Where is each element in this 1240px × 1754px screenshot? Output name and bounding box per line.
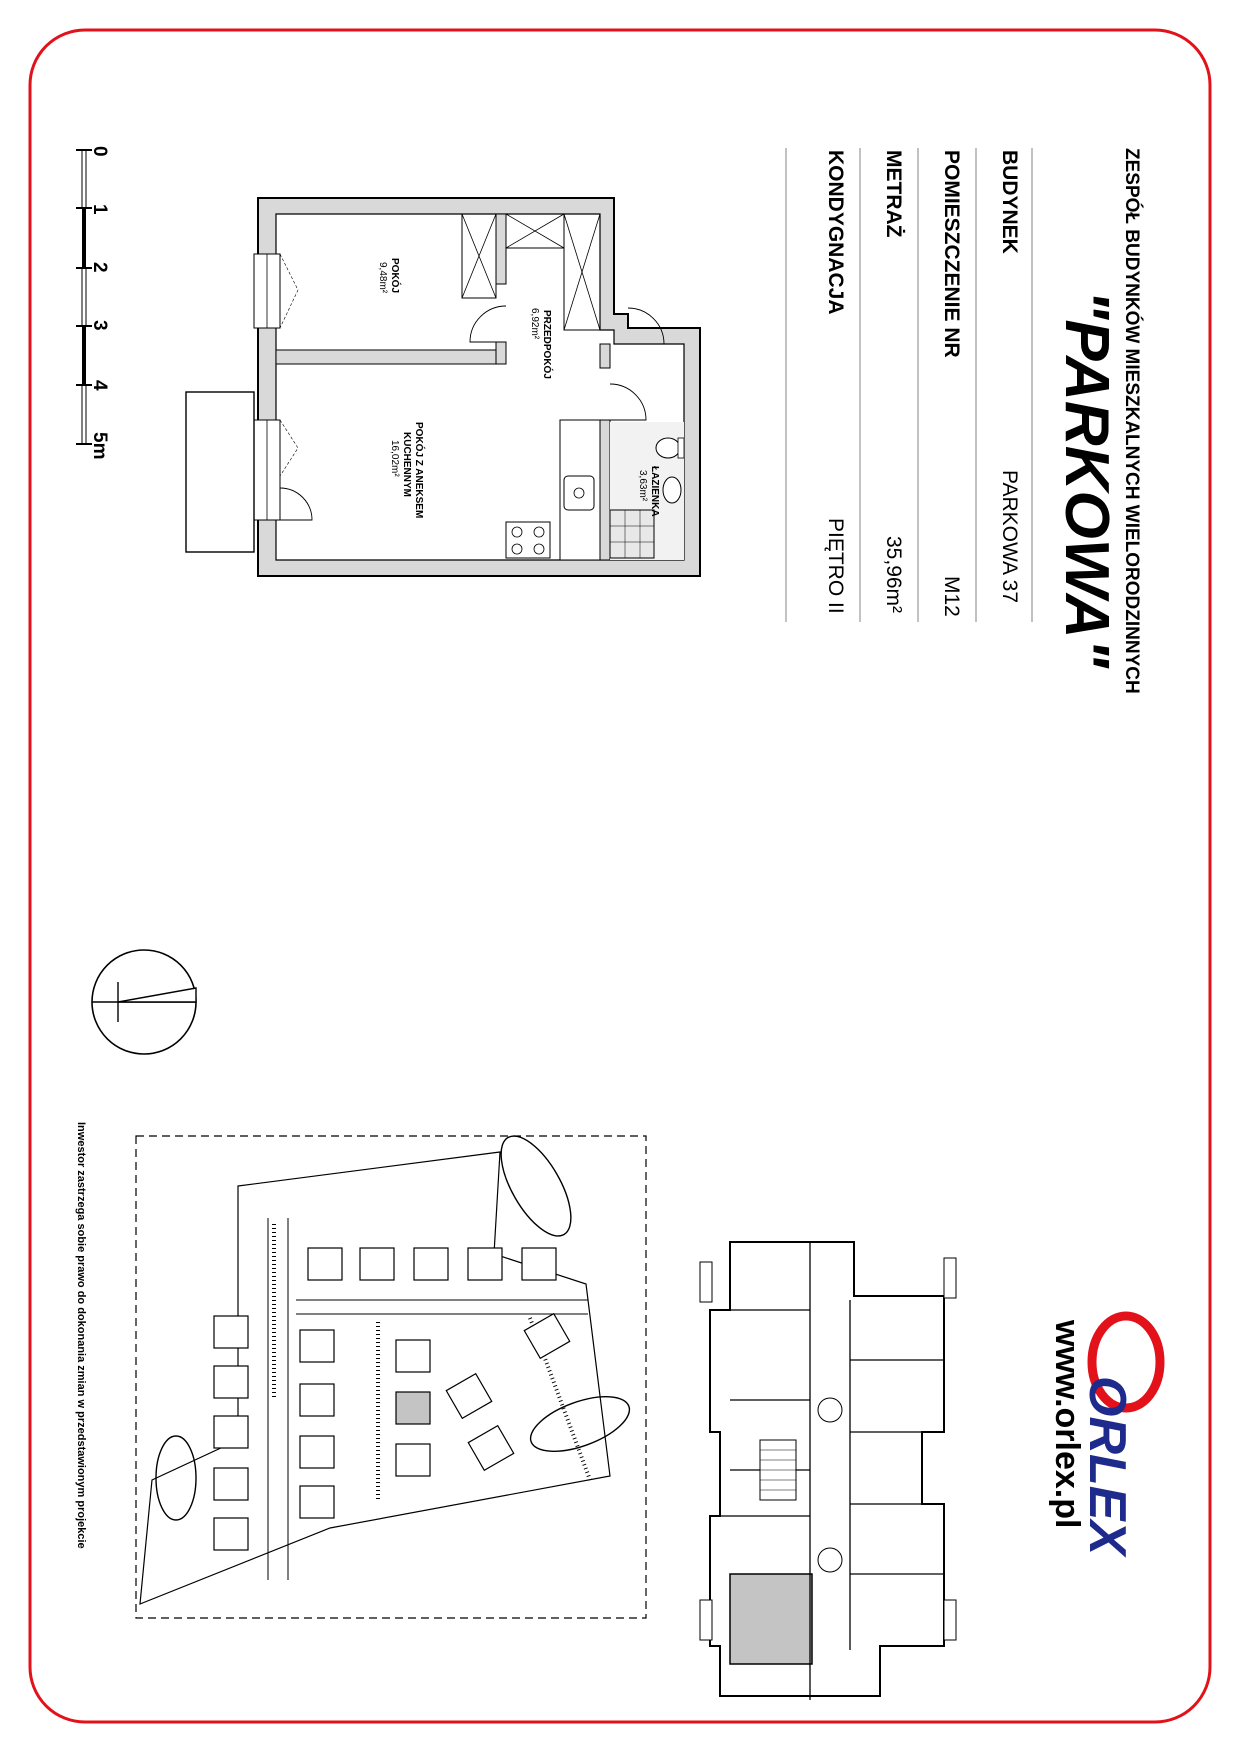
room-przedpokoj-name: PRZEDPOKÓJ xyxy=(541,310,552,379)
scale-bar xyxy=(76,146,110,459)
project-name: "PARKOWA" xyxy=(1052,290,1121,668)
site-building xyxy=(214,1518,248,1550)
site-building xyxy=(524,1314,569,1359)
info-value-floor: PIĘTRO II xyxy=(824,518,847,614)
site-building xyxy=(300,1436,334,1468)
partition-wall xyxy=(496,214,506,284)
room-przedpokoj-area: 6,92m² xyxy=(529,308,540,340)
roundabout xyxy=(524,1386,637,1463)
site-building-selected xyxy=(396,1392,430,1424)
balcony xyxy=(700,1600,712,1640)
north-arrow xyxy=(92,950,196,1054)
scale-tick-label: 5m xyxy=(89,432,110,460)
site-building xyxy=(396,1340,430,1372)
site-building xyxy=(300,1330,334,1362)
balcony xyxy=(944,1258,956,1298)
room-lazienka-name: ŁAZIENKA xyxy=(649,466,660,517)
scale-segment xyxy=(82,385,86,444)
site-building xyxy=(214,1366,248,1398)
kitchen-sink xyxy=(564,476,594,510)
site-building xyxy=(396,1444,430,1476)
scale-tick-label: 0 xyxy=(89,146,110,157)
site-plan xyxy=(136,1126,646,1618)
site-building xyxy=(468,1248,502,1280)
scale-tick-label: 3 xyxy=(89,320,110,331)
info-label-floor: KONDYGNACJA xyxy=(824,150,847,315)
partition-wall xyxy=(276,350,496,364)
info-table xyxy=(786,148,1032,622)
website: www.orlex.pl xyxy=(1048,1320,1086,1529)
page-border xyxy=(30,30,1210,1722)
partition-wall xyxy=(496,342,506,364)
site-building xyxy=(300,1486,334,1518)
site-outline xyxy=(140,1152,610,1604)
site-building xyxy=(214,1468,248,1500)
info-value-area: 35,96m² xyxy=(882,536,905,614)
room-pokoj-aneks-name: POKÓJ Z ANEKSEM xyxy=(413,422,424,519)
scale-tick-label: 1 xyxy=(89,204,110,215)
site-building xyxy=(308,1248,342,1280)
site-building xyxy=(214,1316,248,1348)
disclaimer: Inwestor zastrzega sobie prawo do dokonania zmian w przedstawionym projekcie xyxy=(75,1122,87,1549)
balcony xyxy=(700,1262,712,1302)
room-pokoj-aneks-area: 16,02m² xyxy=(389,440,400,477)
building-key-plan xyxy=(700,1242,956,1700)
info-label-area: METRAŻ xyxy=(882,150,905,238)
balcony xyxy=(944,1600,956,1640)
site-building xyxy=(522,1248,556,1280)
site-building xyxy=(300,1384,334,1416)
partition-wall xyxy=(600,420,610,560)
kitchen-hob xyxy=(506,522,550,558)
partition-wall xyxy=(600,344,610,368)
toilet-tank xyxy=(678,438,684,458)
site-building xyxy=(414,1248,448,1280)
scale-segment xyxy=(82,150,86,208)
info-label-apartment: POMIESZCZENIE NR xyxy=(940,150,963,358)
toilet xyxy=(656,438,680,458)
scale-segment xyxy=(82,268,86,326)
washbasin xyxy=(663,477,681,503)
balcony xyxy=(186,392,254,552)
north-arrow-icon xyxy=(118,988,196,1002)
info-value-apartment: M12 xyxy=(940,576,963,617)
roundabout xyxy=(156,1436,196,1520)
info-label-building: BUDYNEK xyxy=(998,150,1021,254)
selected-apartment-highlight xyxy=(730,1574,812,1664)
site-building xyxy=(446,1374,491,1419)
logo-wordmark: ORLEX xyxy=(1078,1376,1136,1556)
room-pokoj-name: POKÓJ xyxy=(389,258,400,294)
scale-tick-label: 2 xyxy=(89,262,110,273)
room-lazienka-area: 3,63m² xyxy=(637,470,648,502)
site-building xyxy=(214,1416,248,1448)
site-building xyxy=(468,1426,513,1471)
roundabout xyxy=(487,1126,585,1247)
orlex-logo xyxy=(1048,1316,1160,1558)
site-building xyxy=(360,1248,394,1280)
floor-plan xyxy=(186,198,700,576)
room-pokoj-area: 9,48m² xyxy=(377,262,388,294)
room-pokoj-aneks-name: KUCHENNYM xyxy=(401,432,412,497)
shower-tray xyxy=(610,510,654,558)
scale-tick-label: 4 xyxy=(89,380,110,391)
complex-line: ZESPÓŁ BUDYNKÓW MIESZKALNYCH WIELORODZINNYCH xyxy=(1121,148,1142,694)
info-value-building: PARKOWA 37 xyxy=(998,470,1021,604)
